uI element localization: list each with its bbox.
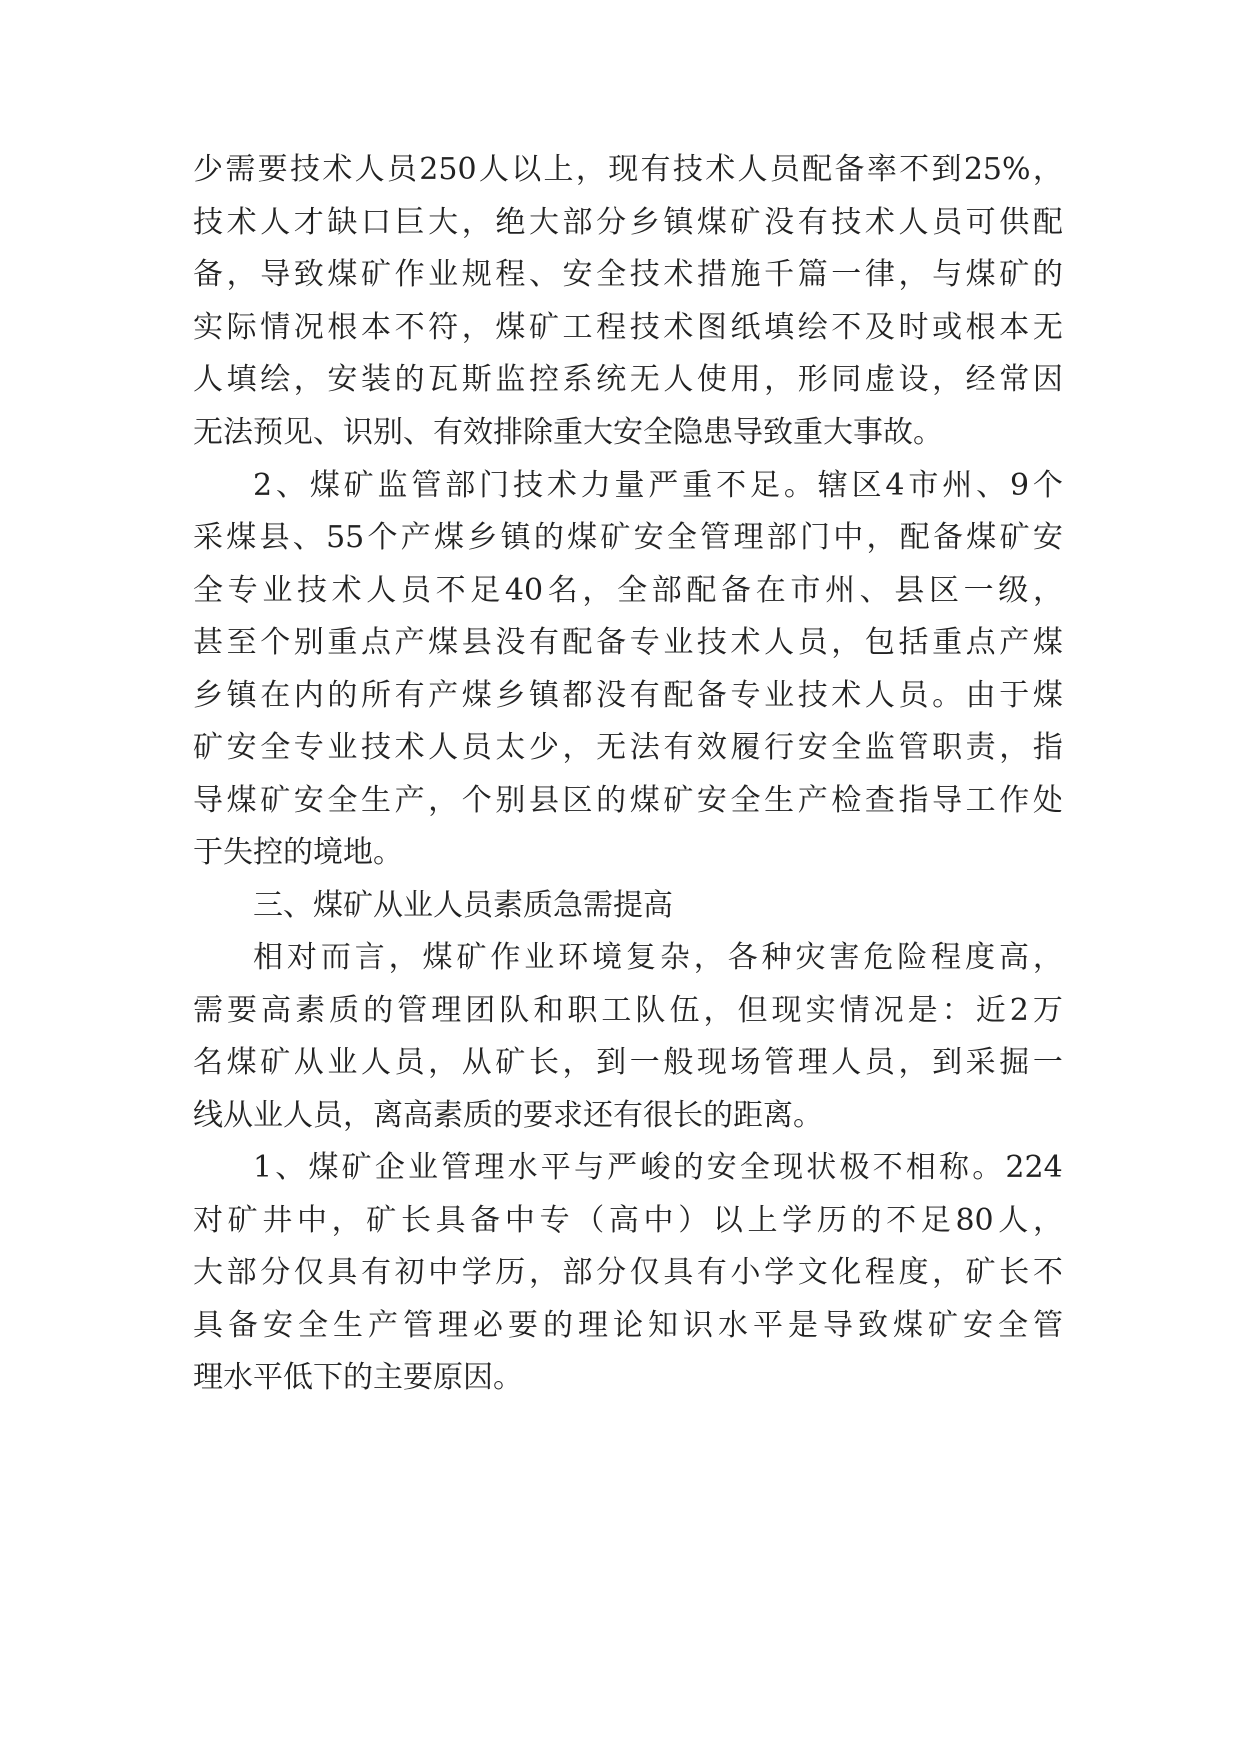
section-heading-text: 三、煤矿从业人员素质急需提高 — [253, 888, 673, 923]
line-text: 名 煤 矿 从 业 人 员 ， 从 矿 长 ， 到 一 般 现 场 管 理 人 员 ， 到 采 掘 一 — [193, 1045, 1063, 1080]
line-text: 导 煤 矿 安 全 生 产 ， 个 别 县 区 的 煤 矿 安 全 生 产 检 查 指 导 工 作 处 — [193, 783, 1063, 818]
line-text: 实 际 情 况 根 本 不 符 ， 煤 矿 工 程 技 术 图 纸 填 绘 不 及 时 或 根 本 无 — [193, 310, 1063, 345]
line-text: 少 需 要 技 术 人 员 250 人 以 上 ， 现 有 技 术 人 员 配 备 率 不 到 25% ， — [193, 152, 1063, 187]
paragraph-line — [0, 1243, 1241, 1303]
line-text: 对 矿 井 中 ， 矿 长 具 备 中 专 （ 高 中 ） 以 上 学 历 的 不 足 80 人 ， — [193, 1203, 1063, 1238]
paragraph-line — [0, 981, 1241, 1041]
line-text: 1 、 煤 矿 企 业 管 理 水 平 与 严 峻 的 安 全 现 状 极 不 相 称 。 224 — [253, 1150, 1063, 1185]
paragraph-line — [0, 1296, 1241, 1356]
paragraph-line — [0, 403, 1241, 463]
paragraph-line — [0, 193, 1241, 253]
paragraph-line — [0, 456, 1241, 516]
line-text: 无法预见、识别、有效排除重大安全隐患导致重大事故。 — [193, 415, 943, 450]
line-text: 线从业人员，离高素质的要求还有很长的距离。 — [193, 1098, 823, 1133]
line-text: 人 填 绘 ， 安 装 的 瓦 斯 监 控 系 统 无 人 使 用 ， 形 同 虚 设 ， 经 常 因 — [193, 362, 1063, 397]
line-text: 大 部 分 仅 具 有 初 中 学 历 ， 部 分 仅 具 有 小 学 文 化 程 度 ， 矿 长 不 — [193, 1255, 1063, 1290]
paragraph-line — [0, 561, 1241, 621]
line-text: 矿 安 全 专 业 技 术 人 员 太 少 ， 无 法 有 效 履 行 安 全 监 管 职 责 ， 指 — [193, 730, 1063, 765]
line-text: 具 备 安 全 生 产 管 理 必 要 的 理 论 知 识 水 平 是 导 致 煤 矿 安 全 管 — [193, 1308, 1063, 1343]
line-text: 相 对 而 言 ， 煤 矿 作 业 环 境 复 杂 ， 各 种 灾 害 危 险 程 度 高 ， — [253, 940, 1063, 975]
paragraph-line — [0, 298, 1241, 358]
paragraph-line — [0, 508, 1241, 568]
line-text: 全 专 业 技 术 人 员 不 足 40 名 ， 全 部 配 备 在 市 州 、 县 区 一 级 ， — [193, 573, 1063, 608]
line-text: 技 术 人 才 缺 口 巨 大 ， 绝 大 部 分 乡 镇 煤 矿 没 有 技 术 人 员 可 供 配 — [193, 205, 1063, 240]
line-text: 需 要 高 素 质 的 管 理 团 队 和 职 工 队 伍 ， 但 现 实 情 况 是 ： 近 2 万 — [193, 993, 1063, 1028]
section-heading — [0, 876, 1241, 936]
paragraph-line — [0, 1138, 1241, 1198]
line-text: 备 ， 导 致 煤 矿 作 业 规 程 、 安 全 技 术 措 施 千 篇 一 律 ， 与 煤 矿 的 — [193, 257, 1063, 292]
line-text: 采 煤 县 、 55 个 产 煤 乡 镇 的 煤 矿 安 全 管 理 部 门 中 ， 配 备 煤 矿 安 — [193, 520, 1063, 555]
paragraph-line — [0, 245, 1241, 305]
paragraph-line — [0, 1348, 1241, 1408]
paragraph-line — [0, 718, 1241, 778]
line-text: 乡 镇 在 内 的 所 有 产 煤 乡 镇 都 没 有 配 备 专 业 技 术 人 员 。 由 于 煤 — [193, 678, 1063, 713]
paragraph-line — [0, 613, 1241, 673]
line-text: 2 、 煤 矿 监 管 部 门 技 术 力 量 严 重 不 足 。 辖 区 4 市 州 、 9 个 — [253, 468, 1063, 503]
paragraph-line — [0, 1086, 1241, 1146]
line-text: 理水平低下的主要原因。 — [193, 1360, 523, 1395]
paragraph-line — [0, 350, 1241, 410]
paragraph-line — [0, 1033, 1241, 1093]
line-text: 于失控的境地。 — [193, 835, 403, 870]
paragraph-line — [0, 928, 1241, 988]
paragraph-line — [0, 771, 1241, 831]
paragraph-line — [0, 666, 1241, 726]
paragraph-line — [0, 140, 1241, 200]
paragraph-line — [0, 823, 1241, 883]
line-text: 甚 至 个 别 重 点 产 煤 县 没 有 配 备 专 业 技 术 人 员 ， 包 括 重 点 产 煤 — [193, 625, 1063, 660]
paragraph-line — [0, 1191, 1241, 1251]
